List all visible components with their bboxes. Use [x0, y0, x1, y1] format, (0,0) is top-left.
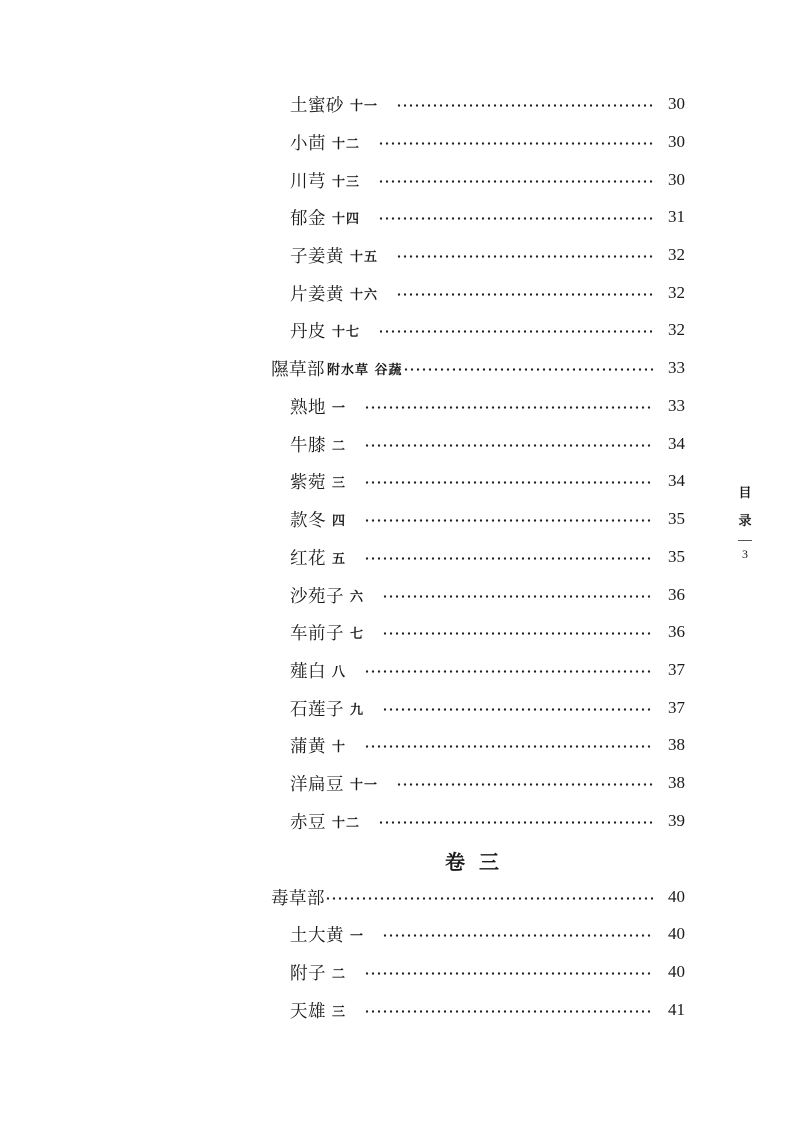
dot-leader — [364, 406, 653, 409]
toc-entry[interactable] — [290, 318, 685, 342]
toc-entry[interactable] — [290, 620, 685, 644]
entry-number: 十二 — [332, 136, 361, 152]
dot-leader — [378, 821, 653, 824]
side-divider — [738, 540, 752, 541]
page-number: 39 — [668, 811, 685, 830]
dot-leader — [364, 557, 653, 560]
page-number: 32 — [668, 245, 685, 264]
toc-entry[interactable] — [290, 998, 685, 1022]
side-running-header — [731, 480, 759, 562]
entry-number: 十 — [332, 739, 347, 755]
toc-entry[interactable] — [290, 469, 685, 493]
entry-title: 车前子 — [290, 623, 344, 644]
page-number: 33 — [668, 396, 685, 415]
entry-number: 四 — [332, 513, 347, 529]
entry-title: 子姜黄 — [290, 246, 344, 267]
entry-title: 洋扁豆 — [290, 774, 344, 795]
entry-number: 十四 — [332, 211, 361, 227]
page-number: 37 — [668, 698, 685, 717]
toc-entry[interactable] — [290, 130, 685, 154]
folio-page-number: 3 — [742, 547, 748, 561]
toc-entry[interactable] — [290, 507, 685, 531]
entry-number: 十一 — [350, 777, 379, 793]
dot-leader — [364, 481, 653, 484]
entry-title: 沙苑子 — [290, 586, 344, 607]
dot-leader — [364, 745, 653, 748]
page-number: 36 — [668, 622, 685, 641]
page-number: 40 — [668, 924, 685, 943]
toc-entry[interactable] — [290, 243, 685, 267]
page-number: 38 — [668, 735, 685, 754]
dot-leader — [378, 330, 653, 333]
entry-title: 款冬 — [290, 510, 326, 531]
dot-leader — [396, 255, 653, 258]
toc-entry[interactable] — [290, 281, 685, 305]
toc-entry[interactable] — [290, 809, 685, 833]
section-title: 毒草部 — [271, 888, 325, 909]
entry-title: 小茴 — [290, 133, 326, 154]
dot-leader — [364, 670, 653, 673]
entry-title: 薤白 — [290, 661, 326, 682]
entry-number: 九 — [350, 702, 365, 718]
entry-number: 五 — [332, 551, 347, 567]
toc-entry[interactable] — [290, 658, 685, 682]
page-number: 34 — [668, 434, 685, 453]
entry-title: 石莲子 — [290, 699, 344, 720]
toc-entry[interactable] — [290, 583, 685, 607]
page-number: 30 — [668, 170, 685, 189]
dot-leader — [382, 632, 653, 635]
page-number: 37 — [668, 660, 685, 679]
page-number: 32 — [668, 320, 685, 339]
toc-entry[interactable] — [290, 394, 685, 418]
dot-leader — [364, 444, 653, 447]
entry-number: 十三 — [332, 174, 361, 190]
page-number: 34 — [668, 471, 685, 490]
entry-number: 十一 — [350, 98, 379, 114]
page-number: 40 — [668, 962, 685, 981]
page-number: 30 — [668, 132, 685, 151]
page-number: 32 — [668, 283, 685, 302]
dot-leader — [364, 972, 653, 975]
page-number: 35 — [668, 547, 685, 566]
page-number: 35 — [668, 509, 685, 528]
page-number: 38 — [668, 773, 685, 792]
entry-number: 十二 — [332, 815, 361, 831]
entry-number: 八 — [332, 664, 347, 680]
dot-leader — [382, 708, 653, 711]
entry-title: 蒲黄 — [290, 736, 326, 757]
dot-leader — [396, 293, 653, 296]
page-number: 33 — [668, 358, 685, 377]
page-number: 40 — [668, 887, 685, 906]
volume-heading: 卷三 — [445, 850, 513, 874]
entry-title: 川芎 — [290, 171, 326, 192]
entry-number: 六 — [350, 589, 365, 605]
entry-number: 三 — [332, 475, 347, 491]
entry-title: 土蜜砂 — [290, 95, 344, 116]
page-number: 41 — [668, 1000, 685, 1019]
toc-entry[interactable] — [290, 168, 685, 192]
dot-leader — [382, 595, 653, 598]
toc-entry[interactable] — [290, 432, 685, 456]
entry-title: 郁金 — [290, 208, 326, 229]
dot-leader — [396, 783, 653, 786]
entry-number: 十七 — [332, 324, 361, 340]
entry-number: 一 — [332, 400, 347, 416]
entry-number: 二 — [332, 438, 347, 454]
toc-entry[interactable] — [290, 696, 685, 720]
dot-leader — [382, 934, 653, 937]
entry-title: 丹皮 — [290, 321, 326, 342]
entry-title: 土大黄 — [290, 925, 344, 946]
toc-section-heading[interactable] — [271, 885, 685, 909]
side-char-mu: 目 — [738, 486, 752, 501]
section-title: 隰草部 — [271, 359, 325, 380]
toc-entry[interactable] — [290, 960, 685, 984]
page-number: 31 — [668, 207, 685, 226]
toc-entry[interactable] — [290, 92, 685, 116]
entry-title: 附子 — [290, 963, 326, 984]
side-char-lu: 录 — [738, 514, 752, 529]
entry-title: 片姜黄 — [290, 284, 344, 305]
dot-leader — [364, 1010, 653, 1013]
page-number: 36 — [668, 585, 685, 604]
dot-leader — [378, 142, 653, 145]
entry-title: 赤豆 — [290, 812, 326, 833]
dot-leader — [364, 519, 653, 522]
toc-entry[interactable] — [290, 205, 685, 229]
page-number: 30 — [668, 94, 685, 113]
entry-number: 十五 — [350, 249, 379, 265]
toc-entry[interactable] — [290, 733, 685, 757]
dot-leader — [325, 897, 653, 900]
section-annotation: 附水草 谷蔬 — [327, 362, 403, 378]
entry-title: 红花 — [290, 548, 326, 569]
dot-leader — [378, 180, 653, 183]
entry-number: 三 — [332, 1004, 347, 1020]
entry-title: 紫菀 — [290, 472, 326, 493]
entry-number: 七 — [350, 626, 365, 642]
entry-title: 天雄 — [290, 1001, 326, 1022]
toc-entry[interactable] — [290, 545, 685, 569]
entry-number: 二 — [332, 966, 347, 982]
entry-number: 十六 — [350, 287, 379, 303]
dot-leader — [378, 217, 653, 220]
toc-entry[interactable] — [290, 771, 685, 795]
entry-title: 熟地 — [290, 397, 326, 418]
toc-section-heading[interactable] — [271, 356, 685, 380]
toc-entry[interactable] — [290, 922, 685, 946]
entry-number: 一 — [350, 928, 365, 944]
entry-title: 牛膝 — [290, 435, 326, 456]
dot-leader — [403, 368, 653, 371]
dot-leader — [396, 104, 653, 107]
